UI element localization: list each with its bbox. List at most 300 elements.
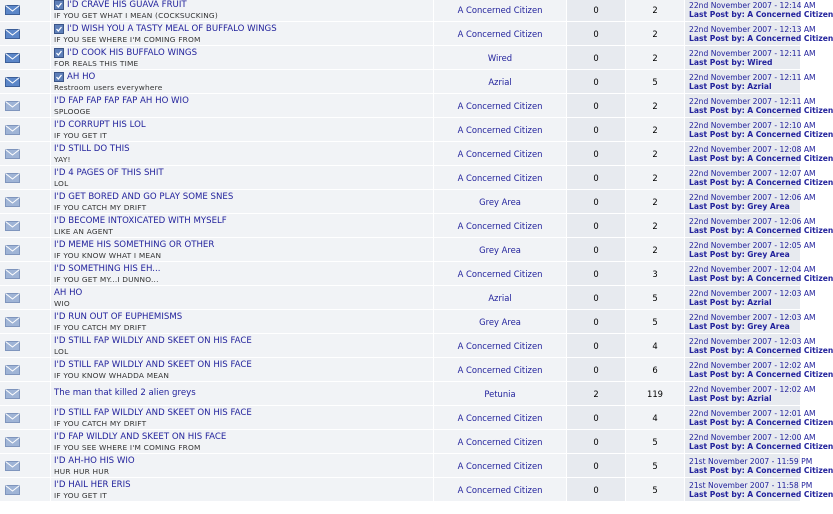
topic-title-link[interactable]: I'D 4 PAGES OF THIS SHIT [54,167,164,178]
topic-row [0,214,800,238]
topic-last-post-cell [685,214,833,238]
topic-author-cell [434,406,567,430]
topic-title-link[interactable]: The man that killed 2 alien greys [54,388,196,398]
topic-title-link[interactable]: I'D STILL FAP WILDLY AND SKEET ON HIS FACE [54,359,252,370]
topic-author-link[interactable]: A Concerned Citizen [457,412,543,423]
last-post-author-link[interactable]: A Concerned Citizen [747,441,833,451]
reply-count: 0 [593,52,599,63]
topic-views-cell [626,478,685,502]
last-post-date: 22nd November 2007 - 12:07 AM [689,168,816,178]
last-post-author-link[interactable]: Wired [747,57,773,67]
view-count: 2 [652,220,658,231]
view-count: 2 [652,52,658,63]
last-post-author-link[interactable]: Azrial [747,297,772,307]
topic-views-cell [626,334,685,358]
last-post-author-link[interactable]: Grey Area [747,201,790,211]
envelope-icon[interactable] [5,485,20,495]
topic-author-cell [434,262,567,286]
topic-replies-cell [567,0,626,22]
topic-row [0,430,800,454]
last-post-author-link[interactable]: A Concerned Citizen [747,369,833,379]
topic-title-link[interactable]: I'D FAP WILDLY AND SKEET ON HIS FACE [54,431,227,442]
topic-spacer-cell [25,430,51,454]
topic-description: IF YOU KNOW WHAT I MEAN [54,250,162,260]
last-post-label: Last Post by: [689,153,745,163]
topic-title-cell [51,454,434,478]
last-post-author-link[interactable]: A Concerned Citizen [747,153,833,163]
last-post-label: Last Post by: [689,105,745,115]
topic-title-cell [51,70,434,94]
reply-count: 0 [593,100,599,111]
envelope-icon[interactable] [5,293,20,303]
reply-count: 0 [593,460,599,471]
topic-views-cell [626,262,685,286]
last-post-by [689,129,833,139]
topic-title-cell [51,406,434,430]
topic-title-cell [51,358,434,382]
topic-spacer-cell [25,358,51,382]
reply-count: 2 [593,388,599,399]
reply-count: 0 [593,436,599,447]
reply-count: 0 [593,4,599,15]
topic-description: IF YOU CATCH MY DRIFT [54,202,147,212]
last-post-label: Last Post by: [689,249,745,259]
topic-author-link[interactable]: A Concerned Citizen [457,460,543,471]
last-post-author-link[interactable]: A Concerned Citizen [747,489,833,499]
topic-replies-cell [567,406,626,430]
topic-title-cell [51,94,434,118]
topic-spacer-cell [25,214,51,238]
topic-replies-cell [567,118,626,142]
topic-author-cell [434,478,567,502]
last-post-by [689,202,800,211]
last-post-by [689,153,833,163]
topic-row [0,382,800,406]
topic-views-cell [626,142,685,166]
topic-author-link[interactable]: Azrial [488,292,512,303]
topic-status-cell [0,454,25,478]
topic-spacer-cell [25,334,51,358]
topic-spacer-cell [25,286,51,310]
topic-author-link[interactable]: A Concerned Citizen [457,220,543,231]
envelope-icon[interactable] [5,29,20,39]
last-post-author-link[interactable]: Grey Area [747,321,790,331]
last-post-author-link[interactable]: A Concerned Citizen [747,9,833,19]
topic-author-link[interactable]: A Concerned Citizen [457,172,543,183]
last-post-date: 22nd November 2007 - 12:02 AM [689,360,816,370]
topic-status-cell [0,262,25,286]
last-post-author-link[interactable]: A Concerned Citizen [747,225,833,235]
topic-description: IF YOU GET IT [54,130,108,140]
view-count: 4 [652,412,658,423]
envelope-icon[interactable] [5,365,20,375]
topic-row [0,166,800,190]
reply-count: 0 [593,364,599,375]
topic-author-cell [434,454,567,478]
last-post-author-link[interactable]: A Concerned Citizen [747,465,833,475]
envelope-icon[interactable] [5,341,20,351]
topic-spacer-cell [25,406,51,430]
last-post-by [689,489,833,499]
topic-title-link[interactable]: I'D MEME HIS SOMETHING OR OTHER [54,239,215,250]
envelope-icon[interactable] [5,53,20,63]
last-post-date: 22nd November 2007 - 12:13 AM [689,24,816,34]
topic-spacer-cell [25,94,51,118]
topic-last-post-cell [685,118,833,142]
topic-replies-cell [567,190,626,214]
envelope-icon[interactable] [5,149,20,159]
topic-description: LOL [54,346,69,356]
topic-last-post-cell [685,430,833,454]
topic-spacer-cell [25,22,51,46]
topic-author-cell [434,358,567,382]
topic-author-link[interactable]: A Concerned Citizen [457,124,543,135]
topic-title-cell [51,22,434,46]
topic-replies-cell [567,310,626,334]
last-post-author-link[interactable]: A Concerned Citizen [747,345,833,355]
topic-spacer-cell [25,118,51,142]
envelope-icon[interactable] [5,437,20,447]
topic-row [0,94,800,118]
topic-row [0,286,800,310]
last-post-date: 22nd November 2007 - 12:02 AM [689,384,816,394]
last-post-label: Last Post by: [689,129,745,139]
envelope-icon[interactable] [5,197,20,207]
topic-description: IF YOU CATCH MY DRIFT [54,418,147,428]
topic-spacer-cell [25,382,51,406]
topic-views-cell [626,190,685,214]
last-post-author-link[interactable]: Grey Area [747,249,790,259]
topic-title-link[interactable]: I'D FAP FAP FAP FAP AH HO WIO [54,95,189,106]
topic-row [0,334,800,358]
topic-author-link[interactable]: A Concerned Citizen [457,484,543,495]
topic-views-cell [626,358,685,382]
topic-description: LIKE AN AGENT [54,226,114,236]
topic-replies-cell [567,382,626,406]
reply-count: 0 [593,220,599,231]
last-post-by [689,225,833,235]
topic-row [0,406,800,430]
topic-replies-cell [567,214,626,238]
topic-replies-cell [567,22,626,46]
topic-title-cell [51,214,434,238]
envelope-icon[interactable] [5,77,20,87]
topic-title-cell [51,46,434,70]
last-post-date: 22nd November 2007 - 12:03 AM [689,312,816,322]
topic-last-post-cell [685,94,833,118]
last-post-date: 22nd November 2007 - 12:11 AM [689,72,816,82]
view-count: 2 [652,4,658,15]
topic-author-link[interactable]: A Concerned Citizen [457,340,543,351]
last-post-by [689,322,800,331]
view-count: 2 [652,148,658,159]
topic-title-link[interactable]: I'D GET BORED AND GO PLAY SOME SNES [54,191,234,202]
topic-title-link[interactable]: I'D CRAVE HIS GUAVA FRUIT [67,0,187,10]
topic-title-cell [51,310,434,334]
topic-description: YAY! [54,154,71,164]
last-post-label: Last Post by: [689,9,745,19]
topic-spacer-cell [25,142,51,166]
topic-author-cell [434,142,567,166]
topic-title-link[interactable]: AH HO [67,71,96,82]
reply-count: 0 [593,28,599,39]
topic-replies-cell [567,358,626,382]
topic-spacer-cell [25,310,51,334]
last-post-label: Last Post by: [689,297,745,307]
topic-last-post-cell [685,310,816,334]
topic-views-cell [626,0,685,22]
view-count: 6 [652,364,658,375]
last-post-author-link[interactable]: A Concerned Citizen [747,177,833,187]
topic-title-link[interactable]: I'D AH-HO HIS WIO [54,455,135,466]
reply-count: 0 [593,292,599,303]
topic-title-cell [51,190,434,214]
topic-row [0,454,800,478]
topic-description: Restroom users everywhere [54,82,163,92]
topic-spacer-cell [25,0,51,22]
topic-row [0,310,800,334]
view-count: 2 [652,172,658,183]
topic-author-link[interactable]: Petunia [484,388,516,399]
view-count: 3 [652,268,658,279]
topic-last-post-cell [685,22,833,46]
last-post-date: 21st November 2007 - 11:58 PM [689,480,813,490]
topic-title-cell [51,262,434,286]
envelope-icon[interactable] [5,245,20,255]
topic-description: IF YOU SEE WHERE I'M COMING FROM [54,442,201,452]
topic-replies-cell [567,430,626,454]
last-post-author-link[interactable]: A Concerned Citizen [747,417,833,427]
last-post-by [689,177,833,187]
last-post-date: 22nd November 2007 - 12:03 AM [689,336,816,346]
reply-count: 0 [593,340,599,351]
view-count: 5 [652,316,658,327]
topic-author-link[interactable]: A Concerned Citizen [457,100,543,111]
topic-author-link[interactable]: A Concerned Citizen [457,364,543,375]
topic-title-link[interactable]: I'D STILL FAP WILDLY AND SKEET ON HIS FACE [54,407,252,418]
topic-status-cell [0,214,25,238]
topic-author-link[interactable]: A Concerned Citizen [457,148,543,159]
envelope-icon[interactable] [5,413,20,423]
topic-status-cell [0,310,25,334]
topic-title-cell [51,166,434,190]
topic-title-link[interactable]: I'D STILL FAP WILDLY AND SKEET ON HIS FACE [54,335,252,346]
topic-title-link[interactable]: I'D STILL DO THIS [54,143,130,154]
topic-replies-cell [567,142,626,166]
topic-description: LOL [54,178,69,188]
topic-row [0,22,800,46]
last-post-author-link[interactable]: A Concerned Citizen [747,273,833,283]
last-post-label: Last Post by: [689,369,745,379]
last-post-author-link[interactable]: A Concerned Citizen [747,105,833,115]
topic-replies-cell [567,262,626,286]
topic-last-post-cell [685,0,833,22]
topic-replies-cell [567,334,626,358]
topic-status-cell [0,70,25,94]
view-count: 5 [652,460,658,471]
topic-author-cell [434,310,567,334]
last-post-author-link[interactable]: A Concerned Citizen [747,129,833,139]
topic-author-cell [434,190,567,214]
topic-author-cell [434,22,567,46]
last-post-date: 22nd November 2007 - 12:10 AM [689,120,816,130]
reply-count: 0 [593,172,599,183]
topic-status-cell [0,166,25,190]
last-post-by [689,298,800,307]
reply-count: 0 [593,244,599,255]
topic-views-cell [626,454,685,478]
last-post-by [689,369,833,379]
topic-spacer-cell [25,46,51,70]
topic-status-cell [0,190,25,214]
topic-author-link[interactable]: Grey Area [479,316,521,327]
topic-description: WIO [54,298,70,308]
topic-status-cell [0,334,25,358]
topic-title-cell [51,0,434,22]
topic-spacer-cell [25,166,51,190]
topic-author-link[interactable]: A Concerned Citizen [457,436,543,447]
last-post-label: Last Post by: [689,201,745,211]
last-post-label: Last Post by: [689,345,745,355]
topic-last-post-cell [685,358,833,382]
envelope-icon[interactable] [5,5,20,15]
last-post-by [689,417,833,427]
topic-author-link[interactable]: Grey Area [479,196,521,207]
topic-status-cell [0,238,25,262]
topic-title-link[interactable]: I'D BECOME INTOXICATED WITH MYSELF [54,215,227,226]
topic-author-link[interactable]: A Concerned Citizen [457,28,543,39]
topic-views-cell [626,118,685,142]
last-post-date: 22nd November 2007 - 12:11 AM [689,48,816,58]
envelope-icon[interactable] [5,389,20,399]
post-icon [54,72,64,82]
topic-spacer-cell [25,454,51,478]
topic-last-post-cell [685,190,816,214]
topic-last-post-cell [685,382,816,406]
view-count: 5 [652,484,658,495]
envelope-icon[interactable] [5,101,20,111]
reply-count: 0 [593,412,599,423]
topic-row [0,238,800,262]
topic-last-post-cell [685,166,833,190]
topic-spacer-cell [25,190,51,214]
topic-row [0,46,800,70]
last-post-label: Last Post by: [689,177,745,187]
last-post-date: 22nd November 2007 - 12:06 AM [689,192,816,202]
topic-author-cell [434,286,567,310]
topic-title-link[interactable]: I'D COOK HIS BUFFALO WINGS [67,47,198,58]
view-count: 5 [652,76,658,87]
topic-last-post-cell [685,406,833,430]
last-post-by [689,345,833,355]
topic-views-cell [626,286,685,310]
topic-status-cell [0,142,25,166]
view-count: 5 [652,436,658,447]
topic-author-link[interactable]: A Concerned Citizen [457,4,543,15]
last-post-by [689,105,833,115]
topic-last-post-cell [685,334,833,358]
last-post-by [689,82,800,91]
last-post-label: Last Post by: [689,489,745,499]
last-post-date: 22nd November 2007 - 12:14 AM [689,0,816,10]
topic-row [0,478,800,502]
topic-views-cell [626,70,685,94]
topic-description: IF YOU CATCH MY DRIFT [54,322,147,332]
topic-last-post-cell [685,238,816,262]
topic-views-cell [626,430,685,454]
topic-title-link[interactable]: AH HO [54,287,83,298]
last-post-date: 22nd November 2007 - 12:11 AM [689,96,816,106]
topic-row [0,190,800,214]
envelope-icon[interactable] [5,125,20,135]
last-post-author-link[interactable]: A Concerned Citizen [747,33,833,43]
topic-title-cell [51,142,434,166]
topic-views-cell [626,94,685,118]
topic-views-cell [626,382,685,406]
topic-spacer-cell [25,238,51,262]
topic-description: IF YOU GET IT [54,490,108,500]
topic-title-cell [51,286,434,310]
last-post-label: Last Post by: [689,441,745,451]
topic-status-cell [0,478,25,502]
last-post-label: Last Post by: [689,81,745,91]
topic-views-cell [626,214,685,238]
topic-views-cell [626,406,685,430]
topic-title-link[interactable]: I'D WISH YOU A TASTY MEAL OF BUFFALO WINGS [67,23,277,34]
topic-replies-cell [567,70,626,94]
last-post-author-link[interactable]: Azrial [747,81,772,91]
reply-count: 0 [593,148,599,159]
topic-author-cell [434,94,567,118]
topic-title-link[interactable]: I'D CORRUPT HIS LOL [54,119,146,130]
envelope-icon[interactable] [5,269,20,279]
last-post-author-link[interactable]: Azrial [747,393,772,403]
topic-author-link[interactable]: Grey Area [479,244,521,255]
topic-status-cell [0,22,25,46]
topic-last-post-cell [685,70,816,94]
view-count: 4 [652,340,658,351]
envelope-icon[interactable] [5,173,20,183]
envelope-icon[interactable] [5,317,20,327]
view-count: 2 [652,100,658,111]
topic-description: IF YOU SEE WHERE I'M COMING FROM [54,34,201,44]
last-post-date: 21st November 2007 - 11:59 PM [689,456,813,466]
topic-author-link[interactable]: Azrial [488,76,512,87]
envelope-icon[interactable] [5,221,20,231]
topic-spacer-cell [25,70,51,94]
topic-last-post-cell [685,142,833,166]
topic-row [0,0,800,22]
topic-status-cell [0,286,25,310]
topic-replies-cell [567,166,626,190]
reply-count: 0 [593,76,599,87]
topic-author-cell [434,166,567,190]
topic-title-cell [51,478,434,502]
last-post-label: Last Post by: [689,465,745,475]
envelope-icon[interactable] [5,461,20,471]
topic-views-cell [626,46,685,70]
topic-status-cell [0,430,25,454]
last-post-by [689,33,833,43]
topic-author-link[interactable]: Wired [487,52,513,63]
view-count: 2 [652,124,658,135]
topic-author-link[interactable]: A Concerned Citizen [457,268,543,279]
topic-title-link[interactable]: I'D RUN OUT OF EUPHEMISMS [54,311,183,322]
reply-count: 0 [593,124,599,135]
topic-title-link[interactable]: I'D SOMETHING HIS EH... [54,263,161,274]
topic-title-link[interactable]: I'D HAIL HER ERIS [54,479,131,490]
topic-title-cell [51,382,434,406]
